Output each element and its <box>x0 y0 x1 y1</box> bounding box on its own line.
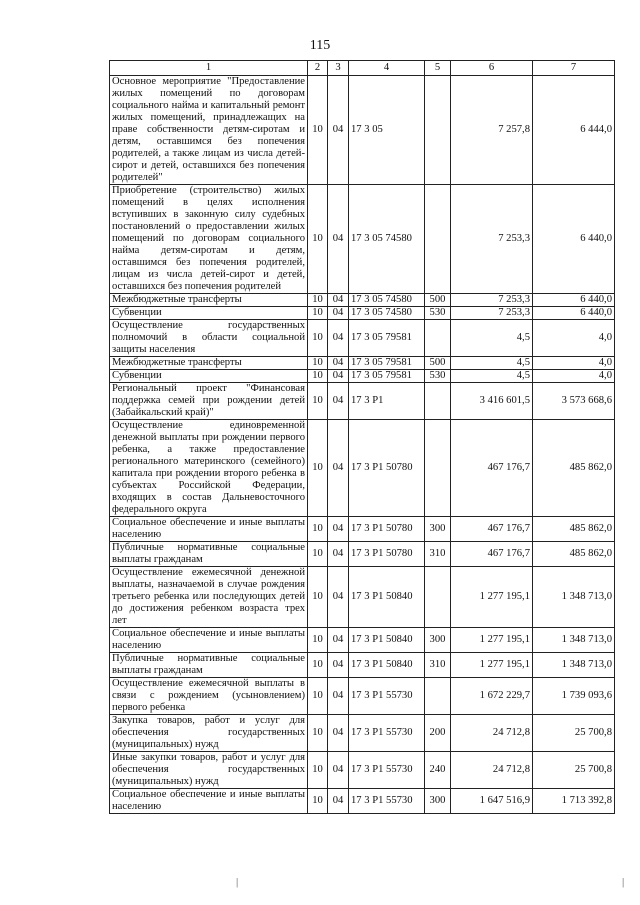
cell-amount-2: 3 573 668,6 <box>533 383 615 420</box>
col-header-rz: 2 <box>308 61 328 76</box>
cell-vr: 300 <box>425 789 451 814</box>
cell-amount-1: 1 277 195,1 <box>451 567 533 628</box>
cell-amount-1: 467 176,7 <box>451 542 533 567</box>
table-row <box>110 752 615 789</box>
cell-rz: 10 <box>308 678 328 715</box>
col-header-name: 1 <box>110 61 308 76</box>
cell-amount-2: 1 348 713,0 <box>533 567 615 628</box>
cell-amount-1: 24 712,8 <box>451 752 533 789</box>
cell-csr: 17 3 05 <box>349 76 425 185</box>
cell-name: Межбюджетные трансферты <box>110 357 308 370</box>
cell-csr: 17 3 05 79581 <box>349 357 425 370</box>
cell-amount-2: 6 440,0 <box>533 185 615 294</box>
col-header-amount-2: 7 <box>533 61 615 76</box>
cell-amount-1: 7 253,3 <box>451 307 533 320</box>
cell-amount-2: 1 348 713,0 <box>533 628 615 653</box>
cell-pr: 04 <box>328 76 349 185</box>
cell-csr: 17 3 05 74580 <box>349 185 425 294</box>
cell-rz: 10 <box>308 517 328 542</box>
cell-rz: 10 <box>308 294 328 307</box>
cell-rz: 10 <box>308 567 328 628</box>
cell-csr: 17 3 P1 50840 <box>349 628 425 653</box>
table-row <box>110 567 615 628</box>
cell-rz: 10 <box>308 628 328 653</box>
table-row <box>110 653 615 678</box>
cell-vr <box>425 76 451 185</box>
cell-csr: 17 3 P1 50780 <box>349 517 425 542</box>
cell-amount-2: 6 444,0 <box>533 76 615 185</box>
cell-pr: 04 <box>328 542 349 567</box>
cell-amount-2: 1 739 093,6 <box>533 678 615 715</box>
cell-pr: 04 <box>328 185 349 294</box>
cell-amount-2: 485 862,0 <box>533 420 615 517</box>
table-row <box>110 370 615 383</box>
cell-amount-1: 1 277 195,1 <box>451 628 533 653</box>
cell-name: Субвенции <box>110 370 308 383</box>
cell-amount-1: 4,5 <box>451 370 533 383</box>
cell-name: Социальное обеспечение и иные выплаты населению <box>110 789 308 814</box>
cell-vr <box>425 420 451 517</box>
cell-csr: 17 3 P1 50780 <box>349 542 425 567</box>
cell-vr <box>425 383 451 420</box>
cell-name: Социальное обеспечение и иные выплаты населению <box>110 517 308 542</box>
cell-amount-2: 4,0 <box>533 320 615 357</box>
cell-amount-2: 4,0 <box>533 357 615 370</box>
cell-csr: 17 3 P1 50840 <box>349 567 425 628</box>
cell-amount-2: 485 862,0 <box>533 517 615 542</box>
cell-rz: 10 <box>308 715 328 752</box>
cell-csr: 17 3 05 74580 <box>349 307 425 320</box>
cell-pr: 04 <box>328 653 349 678</box>
cell-amount-1: 4,5 <box>451 320 533 357</box>
cell-vr: 310 <box>425 653 451 678</box>
cell-pr: 04 <box>328 628 349 653</box>
cell-amount-2: 1 348 713,0 <box>533 653 615 678</box>
cell-amount-1: 7 257,8 <box>451 76 533 185</box>
cell-amount-1: 7 253,3 <box>451 185 533 294</box>
col-header-vr: 5 <box>425 61 451 76</box>
table-row <box>110 715 615 752</box>
col-header-pr: 3 <box>328 61 349 76</box>
cell-vr: 300 <box>425 517 451 542</box>
cell-amount-2: 4,0 <box>533 370 615 383</box>
cell-pr: 04 <box>328 320 349 357</box>
cell-rz: 10 <box>308 76 328 185</box>
cell-amount-1: 24 712,8 <box>451 715 533 752</box>
cell-vr: 530 <box>425 307 451 320</box>
edge-tick-mark: | <box>622 876 625 888</box>
cell-pr: 04 <box>328 370 349 383</box>
cell-name: Публичные нормативные социальные выплаты гражданам <box>110 542 308 567</box>
cell-pr: 04 <box>328 294 349 307</box>
col-header-csr: 4 <box>349 61 425 76</box>
cell-amount-1: 1 672 229,7 <box>451 678 533 715</box>
cell-vr: 500 <box>425 294 451 307</box>
cell-vr <box>425 567 451 628</box>
cell-csr: 17 3 P1 <box>349 383 425 420</box>
cell-pr: 04 <box>328 715 349 752</box>
cell-csr: 17 3 05 79581 <box>349 370 425 383</box>
cell-pr: 04 <box>328 752 349 789</box>
cell-amount-1: 467 176,7 <box>451 420 533 517</box>
table-row <box>110 307 615 320</box>
cell-csr: 17 3 05 74580 <box>349 294 425 307</box>
cell-csr: 17 3 P1 55730 <box>349 789 425 814</box>
cell-pr: 04 <box>328 678 349 715</box>
cell-rz: 10 <box>308 357 328 370</box>
cell-name: Закупка товаров, работ и услуг для обеспечения государственных (муниципальных) нужд <box>110 715 308 752</box>
cell-vr: 240 <box>425 752 451 789</box>
cell-pr: 04 <box>328 420 349 517</box>
table-row <box>110 383 615 420</box>
cell-name: Публичные нормативные социальные выплаты гражданам <box>110 653 308 678</box>
table-row <box>110 420 615 517</box>
cell-vr: 530 <box>425 370 451 383</box>
cell-vr <box>425 320 451 357</box>
cell-name: Межбюджетные трансферты <box>110 294 308 307</box>
cell-rz: 10 <box>308 542 328 567</box>
budget-table <box>109 60 615 814</box>
table-row <box>110 76 615 185</box>
cell-csr: 17 3 P1 55730 <box>349 678 425 715</box>
cell-vr <box>425 678 451 715</box>
cell-rz: 10 <box>308 383 328 420</box>
cell-name: Основное мероприятие "Предоставление жилых помещений по договорам социального найма и капитальный ремонт жилых помещений, принадлежащих на праве собственности детям-сиротам и детям, оставшимся без попечения родителей, а также лицам из числа детей-сирот и детей, оставшихся без попечения родителей" <box>110 76 308 185</box>
table-row <box>110 357 615 370</box>
cell-pr: 04 <box>328 517 349 542</box>
cell-name: Осуществление ежемесячной выплаты в связи с рождением (усыновлением) первого ребенка <box>110 678 308 715</box>
col-header-amount-1: 6 <box>451 61 533 76</box>
cell-pr: 04 <box>328 307 349 320</box>
cell-vr: 200 <box>425 715 451 752</box>
table-row <box>110 320 615 357</box>
cell-amount-1: 1 647 516,9 <box>451 789 533 814</box>
cell-vr: 310 <box>425 542 451 567</box>
cell-name: Приобретение (строительство) жилых помещений в целях исполнения вступивших в законную силу судебных постановлений о предоставлении жилых помещений по договорам социального найма детям-сиротам и детям, оставшимся без попечения родителей, лицам из числа детей-сирот и детей, оставшихся без попечения родителей <box>110 185 308 294</box>
cell-rz: 10 <box>308 370 328 383</box>
cell-vr: 500 <box>425 357 451 370</box>
cell-name: Осуществление единовременной денежной выплаты при рождении первого ребенка, а также предоставление регионального материнского (семейного) капитала при рождении второго ребенка в субъектах Российской Федерации, входящих в состав Дальневосточного федерального округа <box>110 420 308 517</box>
cell-pr: 04 <box>328 789 349 814</box>
cell-pr: 04 <box>328 567 349 628</box>
cell-pr: 04 <box>328 357 349 370</box>
cell-name: Осуществление ежемесячной денежной выплаты, назначаемой в случае рождения третьего ребенка или последующих детей до достижения ребенком возраста трех лет <box>110 567 308 628</box>
cell-csr: 17 3 P1 50840 <box>349 653 425 678</box>
cell-rz: 10 <box>308 185 328 294</box>
cell-pr: 04 <box>328 383 349 420</box>
cell-rz: 10 <box>308 307 328 320</box>
cell-amount-1: 1 277 195,1 <box>451 653 533 678</box>
cell-amount-2: 25 700,8 <box>533 752 615 789</box>
cell-rz: 10 <box>308 752 328 789</box>
cell-rz: 10 <box>308 789 328 814</box>
cell-name: Иные закупки товаров, работ и услуг для обеспечения государственных (муниципальных) нужд <box>110 752 308 789</box>
cell-name: Субвенции <box>110 307 308 320</box>
header-row <box>110 61 615 76</box>
table-row <box>110 789 615 814</box>
table-row <box>110 678 615 715</box>
table-row <box>110 628 615 653</box>
cell-csr: 17 3 P1 55730 <box>349 752 425 789</box>
cell-amount-2: 25 700,8 <box>533 715 615 752</box>
cell-amount-1: 467 176,7 <box>451 517 533 542</box>
cell-name: Социальное обеспечение и иные выплаты населению <box>110 628 308 653</box>
edge-tick-mark: | <box>236 876 239 888</box>
cell-amount-1: 7 253,3 <box>451 294 533 307</box>
cell-amount-2: 485 862,0 <box>533 542 615 567</box>
cell-csr: 17 3 P1 50780 <box>349 420 425 517</box>
cell-rz: 10 <box>308 420 328 517</box>
table-row <box>110 517 615 542</box>
cell-amount-2: 6 440,0 <box>533 294 615 307</box>
cell-rz: 10 <box>308 653 328 678</box>
cell-vr: 300 <box>425 628 451 653</box>
cell-amount-1: 3 416 601,5 <box>451 383 533 420</box>
cell-csr: 17 3 05 79581 <box>349 320 425 357</box>
cell-name: Региональный проект "Финансовая поддержка семей при рождении детей (Забайкальский край)" <box>110 383 308 420</box>
cell-vr <box>425 185 451 294</box>
table-row <box>110 294 615 307</box>
page-number: 115 <box>309 38 331 53</box>
table-row <box>110 542 615 567</box>
cell-amount-2: 6 440,0 <box>533 307 615 320</box>
cell-rz: 10 <box>308 320 328 357</box>
cell-amount-1: 4,5 <box>451 357 533 370</box>
cell-amount-2: 1 713 392,8 <box>533 789 615 814</box>
table-row <box>110 185 615 294</box>
cell-csr: 17 3 P1 55730 <box>349 715 425 752</box>
cell-name: Осуществление государственных полномочий в области социальной защиты населения <box>110 320 308 357</box>
